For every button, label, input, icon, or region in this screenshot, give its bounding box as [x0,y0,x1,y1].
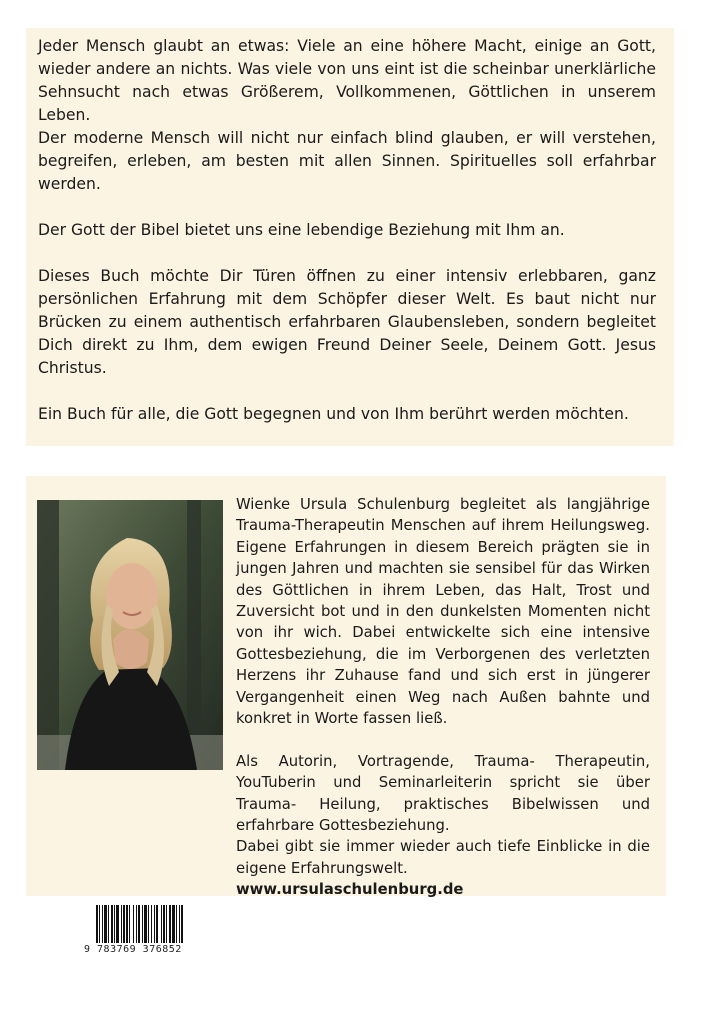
barcode-bar [138,905,140,943]
barcode-bar [104,905,107,943]
barcode-bar [148,905,149,943]
barcode-bar [129,905,130,943]
barcode-bar [166,905,167,943]
barcode-bar [96,905,98,943]
barcode-bar [121,905,122,943]
barcode-bar [179,905,180,943]
barcode-number: 9 783769 376852 [84,944,182,955]
blurb-paragraph: Der Gott der Bibel bietet uns eine lebendige Beziehung mit Ihm an. [38,221,565,239]
barcode-bar [136,905,137,943]
bio-paragraph: Als Autorin, Vortragende, Trauma- Therapeutin, YouTuberin und Seminarleiterin spricht sie über Trauma- Heilung, praktisches Bibelwissen und erfahrbare Gottesbeziehung. [236,752,650,835]
barcode-bar [172,905,175,943]
barcode-bar [169,905,171,943]
barcode-bar [126,905,128,943]
barcode-bar [163,905,165,943]
barcode-bar [108,905,109,943]
barcode-bar [151,905,152,943]
bio-paragraph: Wienke Ursula Schulenburg begleitet als langjährige Trauma-Therapeutin Menschen auf ihrem Heilungsweg. Eigene Erfahrungen in diesem Bereich prägten sie in jungen Jahren und machten sie sensibel für das Wirken des Göttlichen in ihrem Leben, das Halt, Trost und Zuversicht bot und in den dunkelsten Momenten nicht von ihr wich. Dabei entwickelte sich eine intensive Gottesbeziehung, die im Verborgenen des verletzten Herzens ihr Zuhause fand und sich erst in jüngerer Vergangenheit einen Weg nach Außen bahnte und konkret in Worte fassen ließ. [236,496,650,728]
barcode-bar [102,905,103,943]
blurb-paragraph: Der moderne Mensch will nicht nur einfach blind glauben, er will verstehen, begreifen, erleben, am besten mit allen Sinnen. Spirituelles soll erfahrbar werden. [38,129,656,193]
barcode-bar [116,905,119,943]
barcode-bar [111,905,113,943]
barcode-bar [161,905,162,943]
author-bio [236,494,650,901]
author-photo [37,500,223,770]
barcode-bar [99,905,100,943]
barcode-bar [154,905,155,943]
blurb-paragraph: Ein Buch für alle, die Gott begegnen und von Ihm berührt werden möchten. [38,405,629,423]
barcode-bar [133,905,134,943]
blurb-text [38,35,656,426]
barcode-bar [114,905,115,943]
barcode-image [84,905,224,945]
barcode-bar [181,905,183,943]
bio-paragraph: Dabei gibt sie immer wieder auch tiefe Einblicke in die eigene Erfahrungswelt. [236,838,650,877]
barcode-bar [142,905,143,943]
barcode-bar [156,905,158,943]
author-website-link[interactable]: www.ursulaschulenburg.de [236,881,464,899]
barcode-bar [176,905,177,943]
blurb-paragraph: Dieses Buch möchte Dir Türen öffnen zu einer intensiv erlebbaren, ganz persönlichen Erfahrung mit dem Schöpfer dieser Welt. Es baut nicht nur Brücken zu einem authentisch erfahrbaren Glaubensleben, sondern begleitet Dich direkt zu Ihm, dem ewigen Freund Deiner Seele, Deinem Gott. Jesus Christus. [38,267,656,377]
blurb-paragraph: Jeder Mensch glaubt an etwas: Viele an eine höhere Macht, einige an Gott, wieder andere an nichts. Was viele von uns eint ist die scheinbar unerklärliche Sehnsucht nach etwas Größerem, Vollkommenen, Göttlichen in unserem Leben. [38,37,656,124]
barcode-bar [123,905,125,943]
barcode-bar [144,905,147,943]
